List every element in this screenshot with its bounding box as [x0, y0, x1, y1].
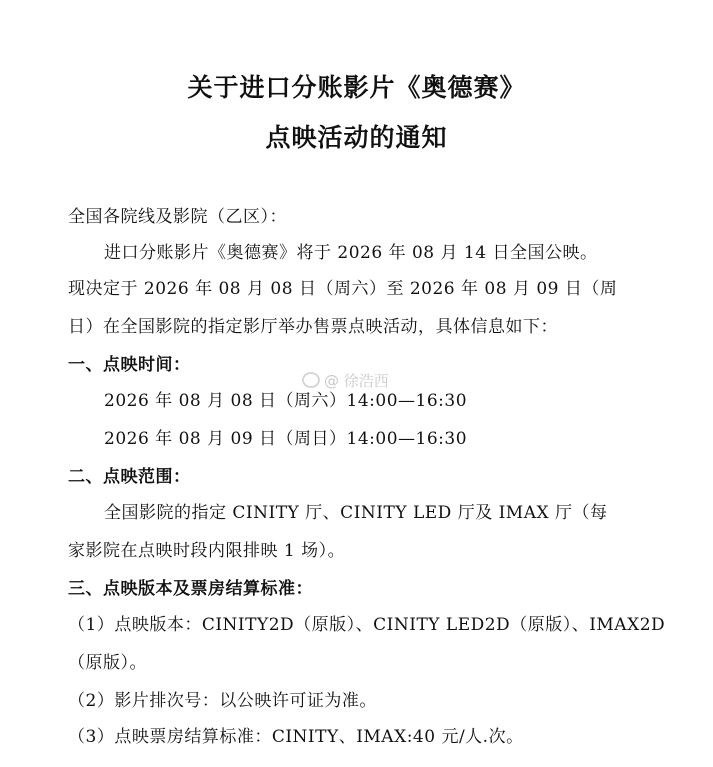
section-heading-version: 三、点映版本及票房结算标准： — [68, 579, 313, 599]
salutation: 全国各院线及影院（乙区）： — [68, 207, 287, 227]
document-title-line-2: 点映活动的通知 — [265, 123, 448, 152]
intro-line-2: 现决定于 2026 年 08 月 08 日（周六）至 2026 年 08 月 09 日（周 — [68, 279, 618, 299]
version-item-1-line-2: （原版）。 — [68, 653, 147, 673]
screening-time-1: 2026 年 08 月 08 日（周六）14:00—16:30 — [104, 391, 468, 411]
document-title-line-1: 关于进口分账影片《奥德赛》 — [187, 73, 526, 102]
version-item-2: （2）影片排次号：以公映许可证为准。 — [68, 691, 377, 711]
section-heading-scope: 二、点映范围： — [68, 467, 191, 487]
watermark-text: @ 徐浩西 — [324, 372, 389, 390]
section-heading-time: 一、点映时间： — [68, 355, 191, 375]
intro-line-1: 进口分账影片《奥德赛》将于 2026 年 08 月 14 日全国公映。 — [104, 243, 598, 263]
scope-line-2: 家影院在点映时段内限排映 1 场）。 — [68, 541, 346, 561]
screening-time-2: 2026 年 08 月 09 日（周日）14:00—16:30 — [104, 429, 468, 449]
version-item-3: （3）点映票房结算标准：CINITY、IMAX:40 元/人.次。 — [68, 727, 524, 747]
version-item-1-line-1: （1）点映版本：CINITY2D（原版）、CINITY LED2D（原版）、IMAX2D — [68, 615, 666, 635]
intro-line-3: 日）在全国影院的指定影厅举办售票点映活动，具体信息如下： — [68, 317, 558, 337]
weibo-icon — [302, 372, 320, 388]
scope-line-1: 全国影院的指定 CINITY 厅、CINITY LED 厅及 IMAX 厅（每 — [104, 503, 608, 523]
weibo-watermark — [302, 370, 389, 391]
